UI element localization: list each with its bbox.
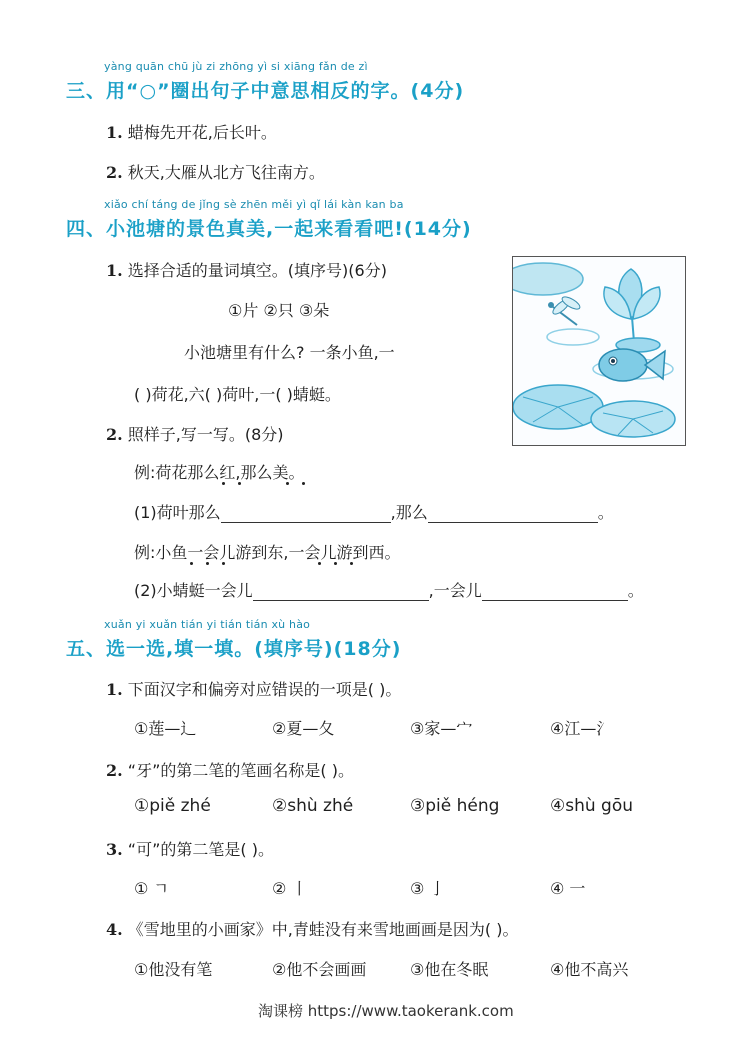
emphasis-dot — [318, 562, 321, 565]
fill-prefix: (2)小蜻蜓一会儿 — [134, 581, 253, 600]
emphasis-dot — [302, 482, 305, 485]
answer-blank[interactable] — [253, 582, 429, 601]
question-text: 照样子,写一写。(8分) — [127, 425, 284, 444]
answer-blank[interactable] — [428, 504, 598, 523]
s5-q1-option-3: ③家—宀 — [410, 719, 473, 738]
question-number: 3. — [106, 840, 123, 859]
question-number: 1. — [106, 680, 123, 699]
pond-illustration-svg — [513, 257, 685, 445]
s5-q1 — [106, 677, 401, 700]
pond-illustration — [512, 256, 686, 446]
fill-suffix: 。 — [627, 581, 644, 600]
s3-q1 — [106, 120, 277, 143]
s4-pinyin: xiǎo chí táng de jǐng sè zhēn měi yì qǐ lái kàn kan ba — [104, 198, 404, 211]
fill-middle: ,那么 — [390, 503, 428, 522]
question-number: 2. — [106, 163, 123, 182]
s5-q3-option-4: ④ 一 — [550, 879, 586, 898]
emphasis-dot — [190, 562, 193, 565]
question-text: 下面汉字和偏旁对应错误的一项是( )。 — [127, 680, 402, 699]
s4-q2 — [106, 422, 284, 445]
s5-q1-option-4: ④江—氵 — [550, 719, 613, 738]
s5-q4-option-3: ③他在冬眠 — [410, 960, 489, 979]
s4-example-1 — [134, 460, 304, 483]
s5-q4-option-1: ①他没有笔 — [134, 960, 213, 979]
emphasis-dot — [350, 562, 353, 565]
emphasis-dot — [222, 482, 225, 485]
question-number: 2. — [106, 761, 123, 780]
s4-heading: 四、小池塘的景色真美,一起来看看吧!(14分) — [66, 218, 472, 240]
question-number: 4. — [106, 920, 123, 939]
question-text: 蜡梅先开花,后长叶。 — [127, 123, 277, 142]
answer-blank[interactable] — [482, 582, 628, 601]
question-text: 秋天,大雁从北方飞往南方。 — [127, 163, 325, 182]
example-text: 例:荷花那么红,那么美。 — [134, 463, 305, 482]
answer-blank[interactable] — [221, 504, 391, 523]
s3-pinyin: yàng quān chū jù zi zhōng yì si xiāng fǎn de zì — [104, 60, 368, 73]
question-text: “牙”的第二笔的笔画名称是( )。 — [127, 761, 354, 780]
s5-q2 — [106, 758, 354, 781]
fill-prefix: (1)荷叶那么 — [134, 503, 221, 522]
s4-options: ①片 ②只 ③朵 — [228, 301, 330, 320]
fill-suffix: 。 — [597, 503, 614, 522]
s4-q1 — [106, 258, 387, 281]
s5-q2-option-1: ①piě zhé — [134, 796, 211, 816]
question-text: “可”的第二笔是( )。 — [127, 840, 274, 859]
emphasis-dot — [206, 562, 209, 565]
question-text: 选择合适的量词填空。(填序号)(6分) — [127, 261, 387, 280]
s4-fill-2 — [134, 578, 644, 601]
question-text: 《雪地里的小画家》中,青蛙没有来雪地画画是因为( )。 — [127, 920, 519, 939]
s5-q1-option-2: ②夏—夂 — [272, 719, 335, 738]
s5-pinyin: xuǎn yi xuǎn tián yi tián tián xù hào — [104, 618, 311, 631]
s5-q4-option-2: ②他不会画画 — [272, 960, 367, 979]
s3-heading: 三、用“○”圈出句子中意思相反的字。(4分) — [66, 80, 465, 102]
s4-fill-1 — [134, 500, 614, 523]
emphasis-dot — [334, 562, 337, 565]
s5-q3-option-3: ③ 亅 — [410, 879, 446, 898]
s5-heading: 五、选一选,填一填。(填序号)(18分) — [66, 638, 402, 660]
emphasis-dot — [222, 562, 225, 565]
s5-q3-option-1: ① ㄱ — [134, 879, 169, 898]
question-number: 1. — [106, 123, 123, 142]
s4-sentence-2: ( )荷花,六( )荷叶,一( )蜻蜓。 — [134, 385, 341, 404]
question-number: 1. — [106, 261, 123, 280]
s4-example-2 — [134, 540, 400, 563]
s3-q2 — [106, 160, 325, 183]
s4-sentence-1: 小池塘里有什么? 一条小鱼,一 — [184, 343, 395, 362]
emphasis-dot — [286, 482, 289, 485]
example-text: 例:小鱼一会儿游到东,一会儿游到西。 — [134, 543, 401, 562]
s5-q4-option-4: ④他不高兴 — [550, 960, 629, 979]
s5-q1-option-1: ①莲—辶 — [134, 719, 197, 738]
footer-watermark: 淘课榜 https://www.taokerank.com — [258, 1002, 514, 1020]
s5-q2-option-2: ②shù zhé — [272, 796, 354, 816]
s5-q3 — [106, 837, 274, 860]
fill-middle: ,一会儿 — [428, 581, 482, 600]
question-number: 2. — [106, 425, 123, 444]
s5-q3-option-2: ② 丨 — [272, 879, 308, 898]
emphasis-dot — [238, 482, 241, 485]
s5-q4 — [106, 917, 518, 940]
s5-q2-option-4: ④shù gōu — [550, 796, 634, 816]
s5-q2-option-3: ③piě héng — [410, 796, 500, 816]
